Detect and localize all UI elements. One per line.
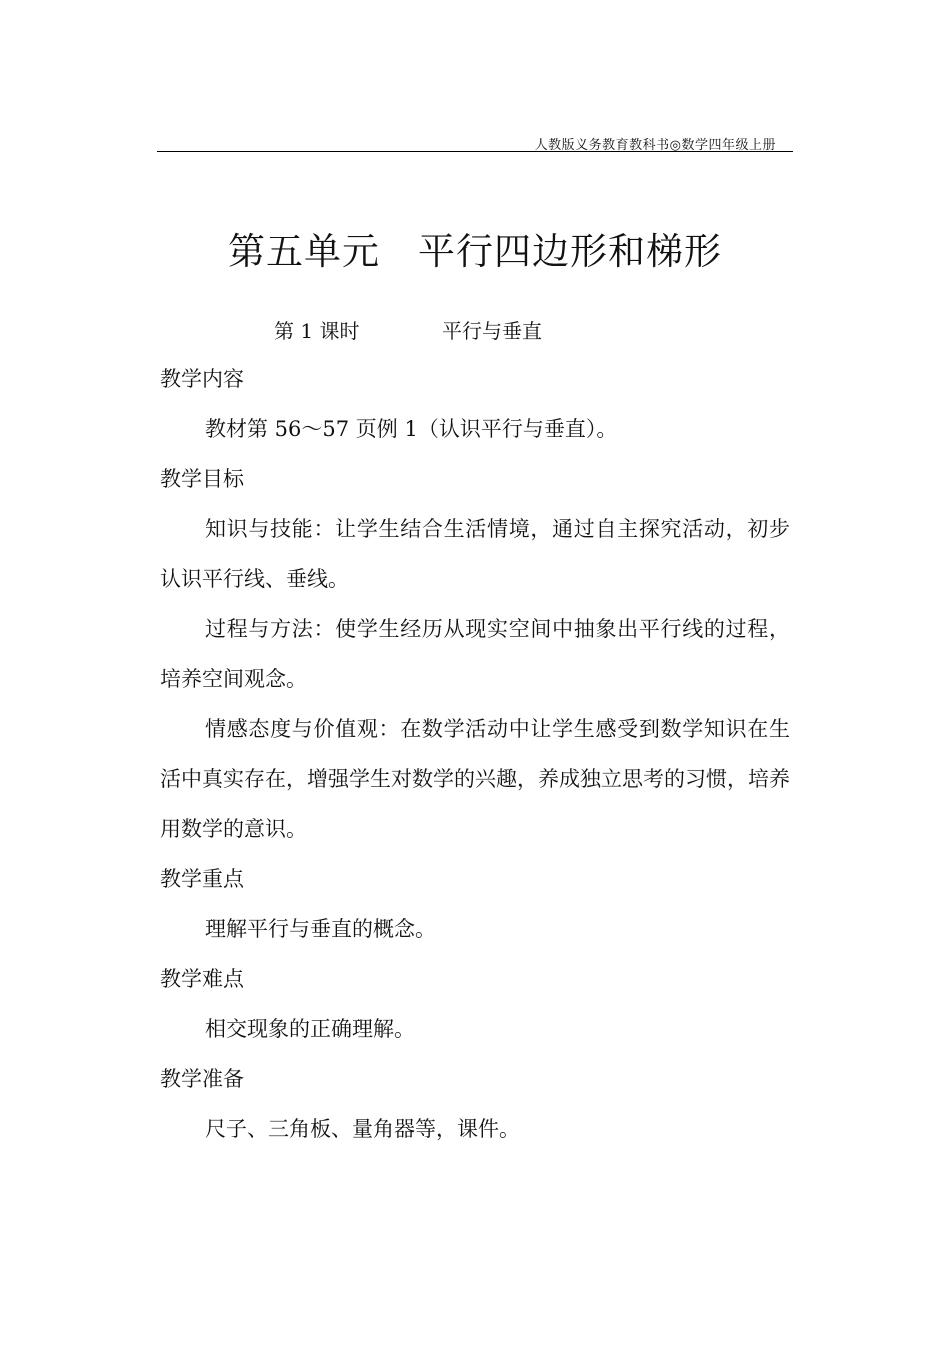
section-heading: 教学重点 [160, 867, 244, 891]
section-paragraph: 知识与技能：让学生结合生活情境，通过自主探究活动，初步认识平行线、垂线。 [160, 517, 790, 591]
section-heading: 教学准备 [160, 1067, 244, 1091]
section-paragraph: 情感态度与价值观：在数学活动中让学生感受到数学知识在生活中真实存在，增强学生对数学的兴趣，养成独立思考的习惯，培养用数学的意识。 [160, 717, 790, 841]
section-teaching-content [160, 354, 790, 454]
section-paragraph: 相交现象的正确理解。 [205, 1017, 415, 1041]
section-paragraph: 理解平行与垂直的概念。 [205, 917, 436, 941]
unit-title: 第五单元 平行四边形和梯形 [228, 230, 722, 273]
section-paragraph: 尺子、三角板、量角器等，课件。 [205, 1117, 520, 1141]
section-teaching-goals [160, 454, 790, 854]
section-heading: 教学内容 [160, 367, 244, 391]
header-text: 人教版义务教育教科书◎数学四年级上册 [534, 138, 776, 153]
section-paragraph: 教材第 56～57 页例 1（认识平行与垂直）。 [205, 417, 618, 441]
section-key-points [160, 854, 790, 954]
section-difficulties [160, 954, 790, 1054]
lesson-name: 平行与垂直 [442, 319, 542, 343]
section-heading: 教学难点 [160, 967, 244, 991]
section-preparation [160, 1054, 790, 1154]
section-paragraph: 过程与方法：使学生经历从现实空间中抽象出平行线的过程，培养空间观念。 [160, 617, 790, 691]
header-rule [157, 151, 793, 152]
lesson-content [160, 354, 790, 1154]
section-heading: 教学目标 [160, 467, 244, 491]
lesson-number: 第 1 课时 [274, 319, 360, 343]
